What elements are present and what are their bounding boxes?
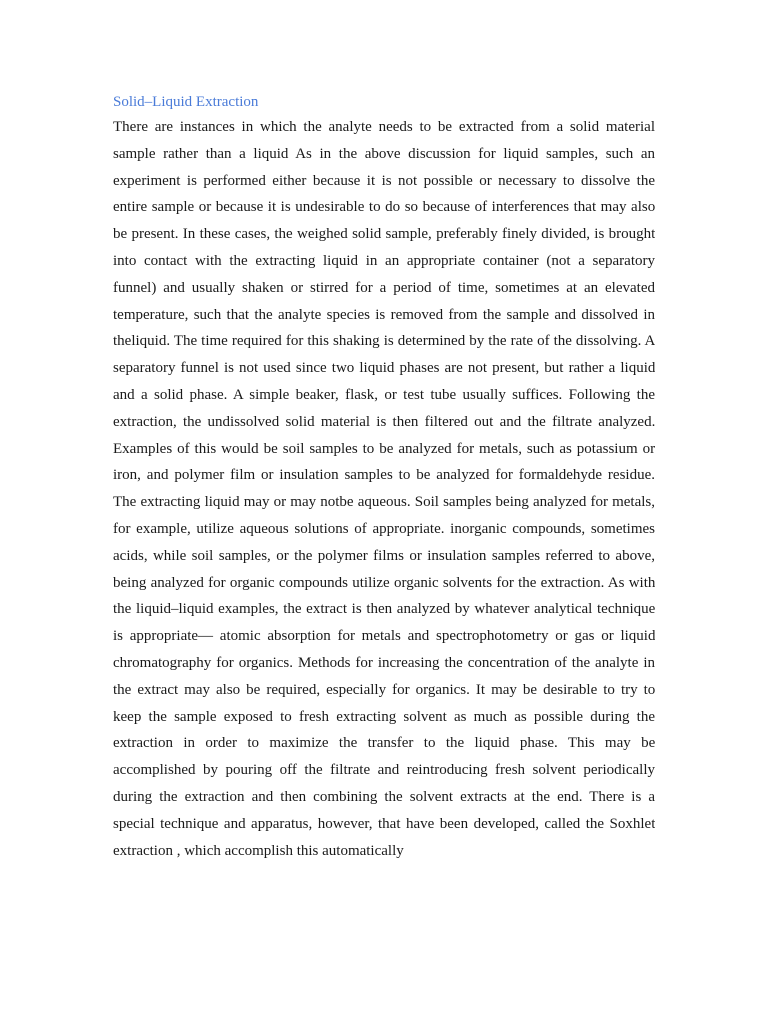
paragraph-line: special technique and apparatus, however, that have been developed, called the Soxhlet <box>113 815 655 832</box>
paragraph-line: There are instances in which the analyte needs to be extracted from a solid material <box>113 119 655 135</box>
paragraph-line: entire sample or because it is undesirable to do so because of interferences that may also <box>113 199 655 216</box>
paragraph-line: accomplished by pouring off the filtrate and reintroducing fresh solvent periodically <box>113 762 655 779</box>
paragraph-line: funnel) and usually shaken or stirred for a period of time, sometimes at an elevated <box>113 279 655 296</box>
paragraph-line: keep the sample exposed to fresh extracting solvent as much as possible during the <box>113 708 655 725</box>
paragraph-line: The extracting liquid may or may notbe aqueous. Soil samples being analyzed for metals, <box>113 494 655 511</box>
paragraph-line: and a solid phase. A simple beaker, flask, or test tube usually suffices. Following the <box>113 386 655 403</box>
paragraph-line: for example, utilize aqueous solutions of appropriate. inorganic compounds, sometimes <box>113 520 655 537</box>
paragraph-line: the extract may also be required, especially for organics. It may be desirable to try to <box>113 681 655 698</box>
section-heading: Solid–Liquid Extraction <box>113 94 259 110</box>
paragraph-line: extraction in order to maximize the transfer to the liquid phase. This may be <box>113 735 655 752</box>
paragraph-line: extraction, the undissolved solid material is then filtered out and the filtrate analyzed. <box>113 413 655 430</box>
paragraph-line: is appropriate— atomic absorption for metals and spectrophotometry or gas or liquid <box>113 628 655 645</box>
paragraph-line: chromatography for organics. Methods for increasing the concentration of the analyte in <box>113 654 655 671</box>
paragraph-line: extraction , which accomplish this automatically <box>113 842 404 859</box>
paragraph-line: the liquid–liquid examples, the extract is then analyzed by whatever analytical technique <box>113 601 655 618</box>
body-paragraph <box>113 114 655 864</box>
paragraph-line: being analyzed for organic compounds utilize organic solvents for the extraction. As with <box>113 574 655 591</box>
paragraph-line: separatory funnel is not used since two liquid phases are not present, but rather a liquid <box>113 360 655 377</box>
document-content <box>113 90 655 864</box>
paragraph-line: theliquid. The time required for this shaking is determined by the rate of the dissolving. A <box>113 333 655 350</box>
paragraph-line: into contact with the extracting liquid in an appropriate container (not a separatory <box>113 252 655 269</box>
paragraph-line: during the extraction and then combining the solvent extracts at the end. There is a <box>113 788 655 805</box>
paragraph-line: acids, while soil samples, or the polymer films or insulation samples referred to above, <box>113 547 655 564</box>
paragraph-line: sample rather than a liquid As in the above discussion for liquid samples, such an <box>113 145 655 162</box>
paragraph-line: Examples of this would be soil samples to be analyzed for metals, such as potassium or <box>113 440 655 457</box>
paragraph-line: be present. In these cases, the weighed solid sample, preferably finely divided, is brought <box>113 226 655 243</box>
paragraph-line: experiment is performed either because it is not possible or necessary to dissolve the <box>113 172 655 189</box>
paragraph-line: iron, and polymer film or insulation samples to be analyzed for formaldehyde residue. <box>113 467 655 484</box>
paragraph-line: temperature, such that the analyte species is removed from the sample and dissolved in <box>113 306 655 323</box>
